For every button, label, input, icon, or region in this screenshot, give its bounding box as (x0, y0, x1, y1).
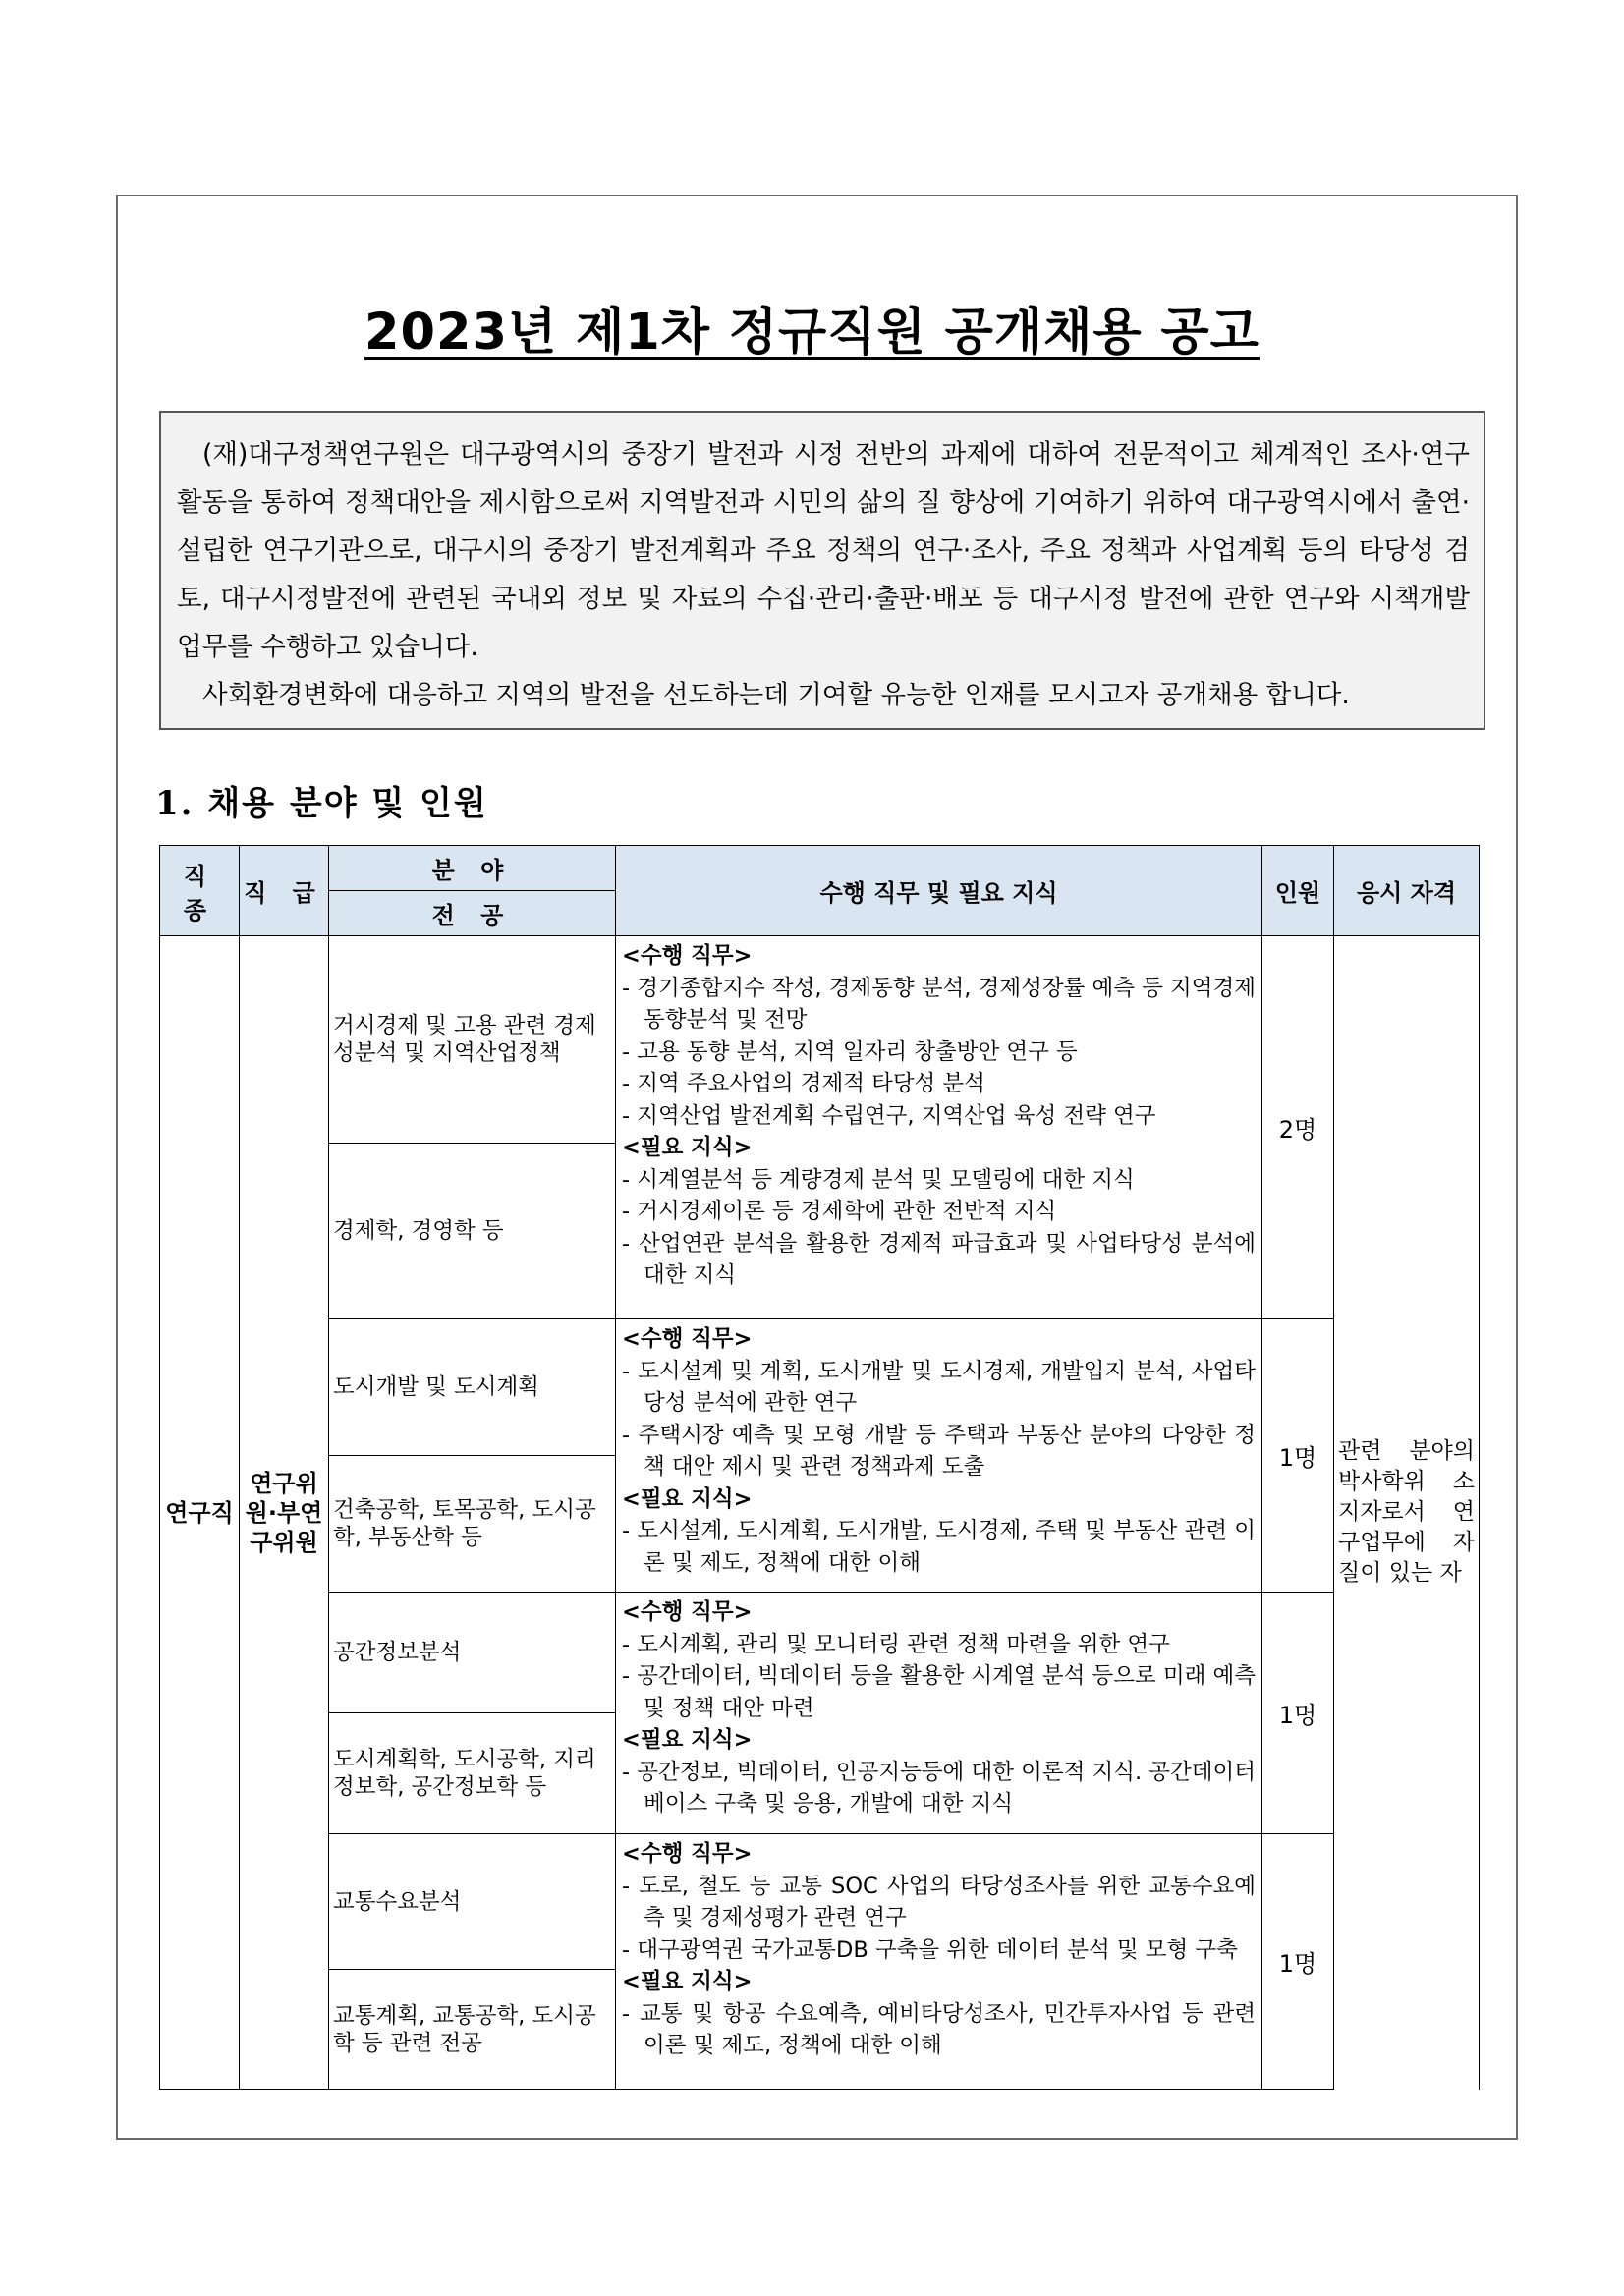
duties-cell (616, 1319, 1262, 1593)
duty-item: - 경기종합지수 작성, 경제동향 분석, 경제성장률 예측 등 지역경제 동향분석 및 전망 (622, 975, 1256, 1033)
knowledge-item: - 교통 및 항공 수요예측, 예비타당성조사, 민간투자사업 등 관련 이론 및 제도, 정책에 대한 이해 (622, 2000, 1256, 2058)
knowledge-item: - 산업연관 분석을 활용한 경제적 파급효과 및 사업타당성 분석에 대한 지식 (622, 1230, 1256, 1288)
field-cell: 거시경제 및 고용 관련 경제성분석 및 지역산업정책 (329, 936, 616, 1144)
duty-item: - 도로, 철도 등 교통 SOC 사업의 타당성조사를 위한 교통수요예측 및 경제성평가 관련 연구 (622, 1873, 1256, 1931)
knowledge-item: - 거시경제이론 등 경제학에 관한 전반적 지식 (622, 1199, 1057, 1224)
duty-item: - 대구광역권 국가교통DB 구축을 위한 데이터 분석 및 모형 구축 (622, 1936, 1238, 1963)
grade-cell: 연구위원·부연구위원 (240, 936, 329, 2090)
duties-cell (616, 1593, 1262, 1834)
knowledge-item: - 시계열분석 등 계량경제 분석 및 모델링에 대한 지식 (622, 1166, 1135, 1193)
duties-heading: <수행 직무> (622, 1599, 753, 1625)
duty-item: - 도시설계 및 계획, 도시개발 및 도시경제, 개발입지 분석, 사업타당성 분석에 관한 연구 (622, 1358, 1256, 1416)
major-cell: 도시계획학, 도시공학, 지리정보학, 공간정보학 등 (329, 1713, 616, 1834)
field-cell: 교통수요분석 (329, 1834, 616, 1970)
duty-item: - 고용 동향 분석, 지역 일자리 창출방안 연구 등 (622, 1038, 1078, 1065)
section-heading: 1. 채용 분야 및 인원 (155, 784, 488, 823)
major-cell: 교통계획, 교통공학, 도시공학 등 관련 전공 (329, 1970, 616, 2090)
major-cell: 건축공학, 토목공학, 도시공학, 부동산학 등 (329, 1456, 616, 1593)
knowledge-item: - 공간정보, 빅데이터, 인공지능등에 대한 이론적 지식. 공간데이터베이스 구축 및 응용, 개발에 대한 지식 (622, 1759, 1256, 1817)
duties-cell (616, 1834, 1262, 2090)
knowledge-heading: <필요 지식> (622, 1727, 753, 1753)
field-cell: 도시개발 및 도시계획 (329, 1319, 616, 1456)
major-cell: 경제학, 경영학 등 (329, 1144, 616, 1319)
knowledge-heading: <필요 지식> (622, 1135, 753, 1160)
recruitment-table (159, 845, 1480, 2090)
header-count: 인원 (1262, 846, 1334, 936)
qualification-cell: 관련 분야의 박사학위 소지자로서 연구업무에 자질이 있는 자 (1334, 936, 1480, 2090)
header-major: 전 공 (329, 891, 616, 936)
duty-item: - 주택시장 예측 및 모형 개발 등 주택과 부동산 분야의 다양한 정책 대안 제시 및 관련 정책과제 도출 (622, 1422, 1256, 1480)
duties-heading: <수행 직무> (622, 943, 753, 969)
intro-paragraph: 사회환경변화에 대응하고 지역의 발전을 선도하는데 기여할 유능한 인재를 모시고자 공개채용 합니다. (202, 680, 1350, 710)
knowledge-heading: <필요 지식> (622, 1969, 753, 1994)
duty-item: - 공간데이터, 빅데이터 등을 활용한 시계열 분석 등으로 미래 예측 및 정책 대안 마련 (622, 1663, 1256, 1721)
knowledge-item: - 도시설계, 도시계획, 도시개발, 도시경제, 주택 및 부동산 관련 이론 및 제도, 정책에 대한 이해 (622, 1518, 1256, 1576)
count-cell: 2명 (1262, 936, 1334, 1319)
job-type-cell: 연구직 (160, 936, 240, 2090)
header-field: 분 야 (329, 846, 616, 891)
intro-box (159, 411, 1485, 730)
count-cell: 1명 (1262, 1593, 1334, 1834)
duties-cell (616, 936, 1262, 1319)
count-cell: 1명 (1262, 1319, 1334, 1593)
duty-item: - 도시계획, 관리 및 모니터링 관련 정책 마련을 위한 연구 (622, 1631, 1170, 1657)
duty-item: - 지역 주요사업의 경제적 타당성 분석 (622, 1071, 985, 1096)
header-qualification: 응시 자격 (1334, 846, 1480, 936)
header-job-type: 직 종 (160, 846, 240, 936)
duties-heading: <수행 직무> (622, 1326, 753, 1352)
intro-paragraph: (재)대구정책연구원은 대구광역시의 중장기 발전과 시정 전반의 과제에 대하여 전문적이고 체계적인 조사·연구활동을 통하여 정책대안을 제시함으로써 지역발전과 시민의 삶의 질 향상에 기여하기 위하여 대구광역시에서 출연·설립한 연구기관으로, 대구시의 중장기 발전계획과 주요 정책의 연구·조사, 주요 정책과 사업계획 등의 타당성 검토, 대구시정발전에 관련된 국내외 정보 및 자료의 수집·관리·출판·배포 등 대구시정 발전에 관한 연구와 시책개발 업무를 수행하고 있습니다. (177, 439, 1470, 662)
field-cell: 공간정보분석 (329, 1593, 616, 1713)
duty-item: - 지역산업 발전계획 수립연구, 지역산업 육성 전략 연구 (622, 1102, 1156, 1129)
count-cell: 1명 (1262, 1834, 1334, 2090)
header-grade: 직 급 (240, 846, 329, 936)
page-title: 2023년 제1차 정규직원 공개채용 공고 (364, 304, 1260, 362)
duties-heading: <수행 직무> (622, 1841, 753, 1867)
header-duties: 수행 직무 및 필요 지식 (616, 846, 1262, 936)
knowledge-heading: <필요 지식> (622, 1485, 753, 1512)
